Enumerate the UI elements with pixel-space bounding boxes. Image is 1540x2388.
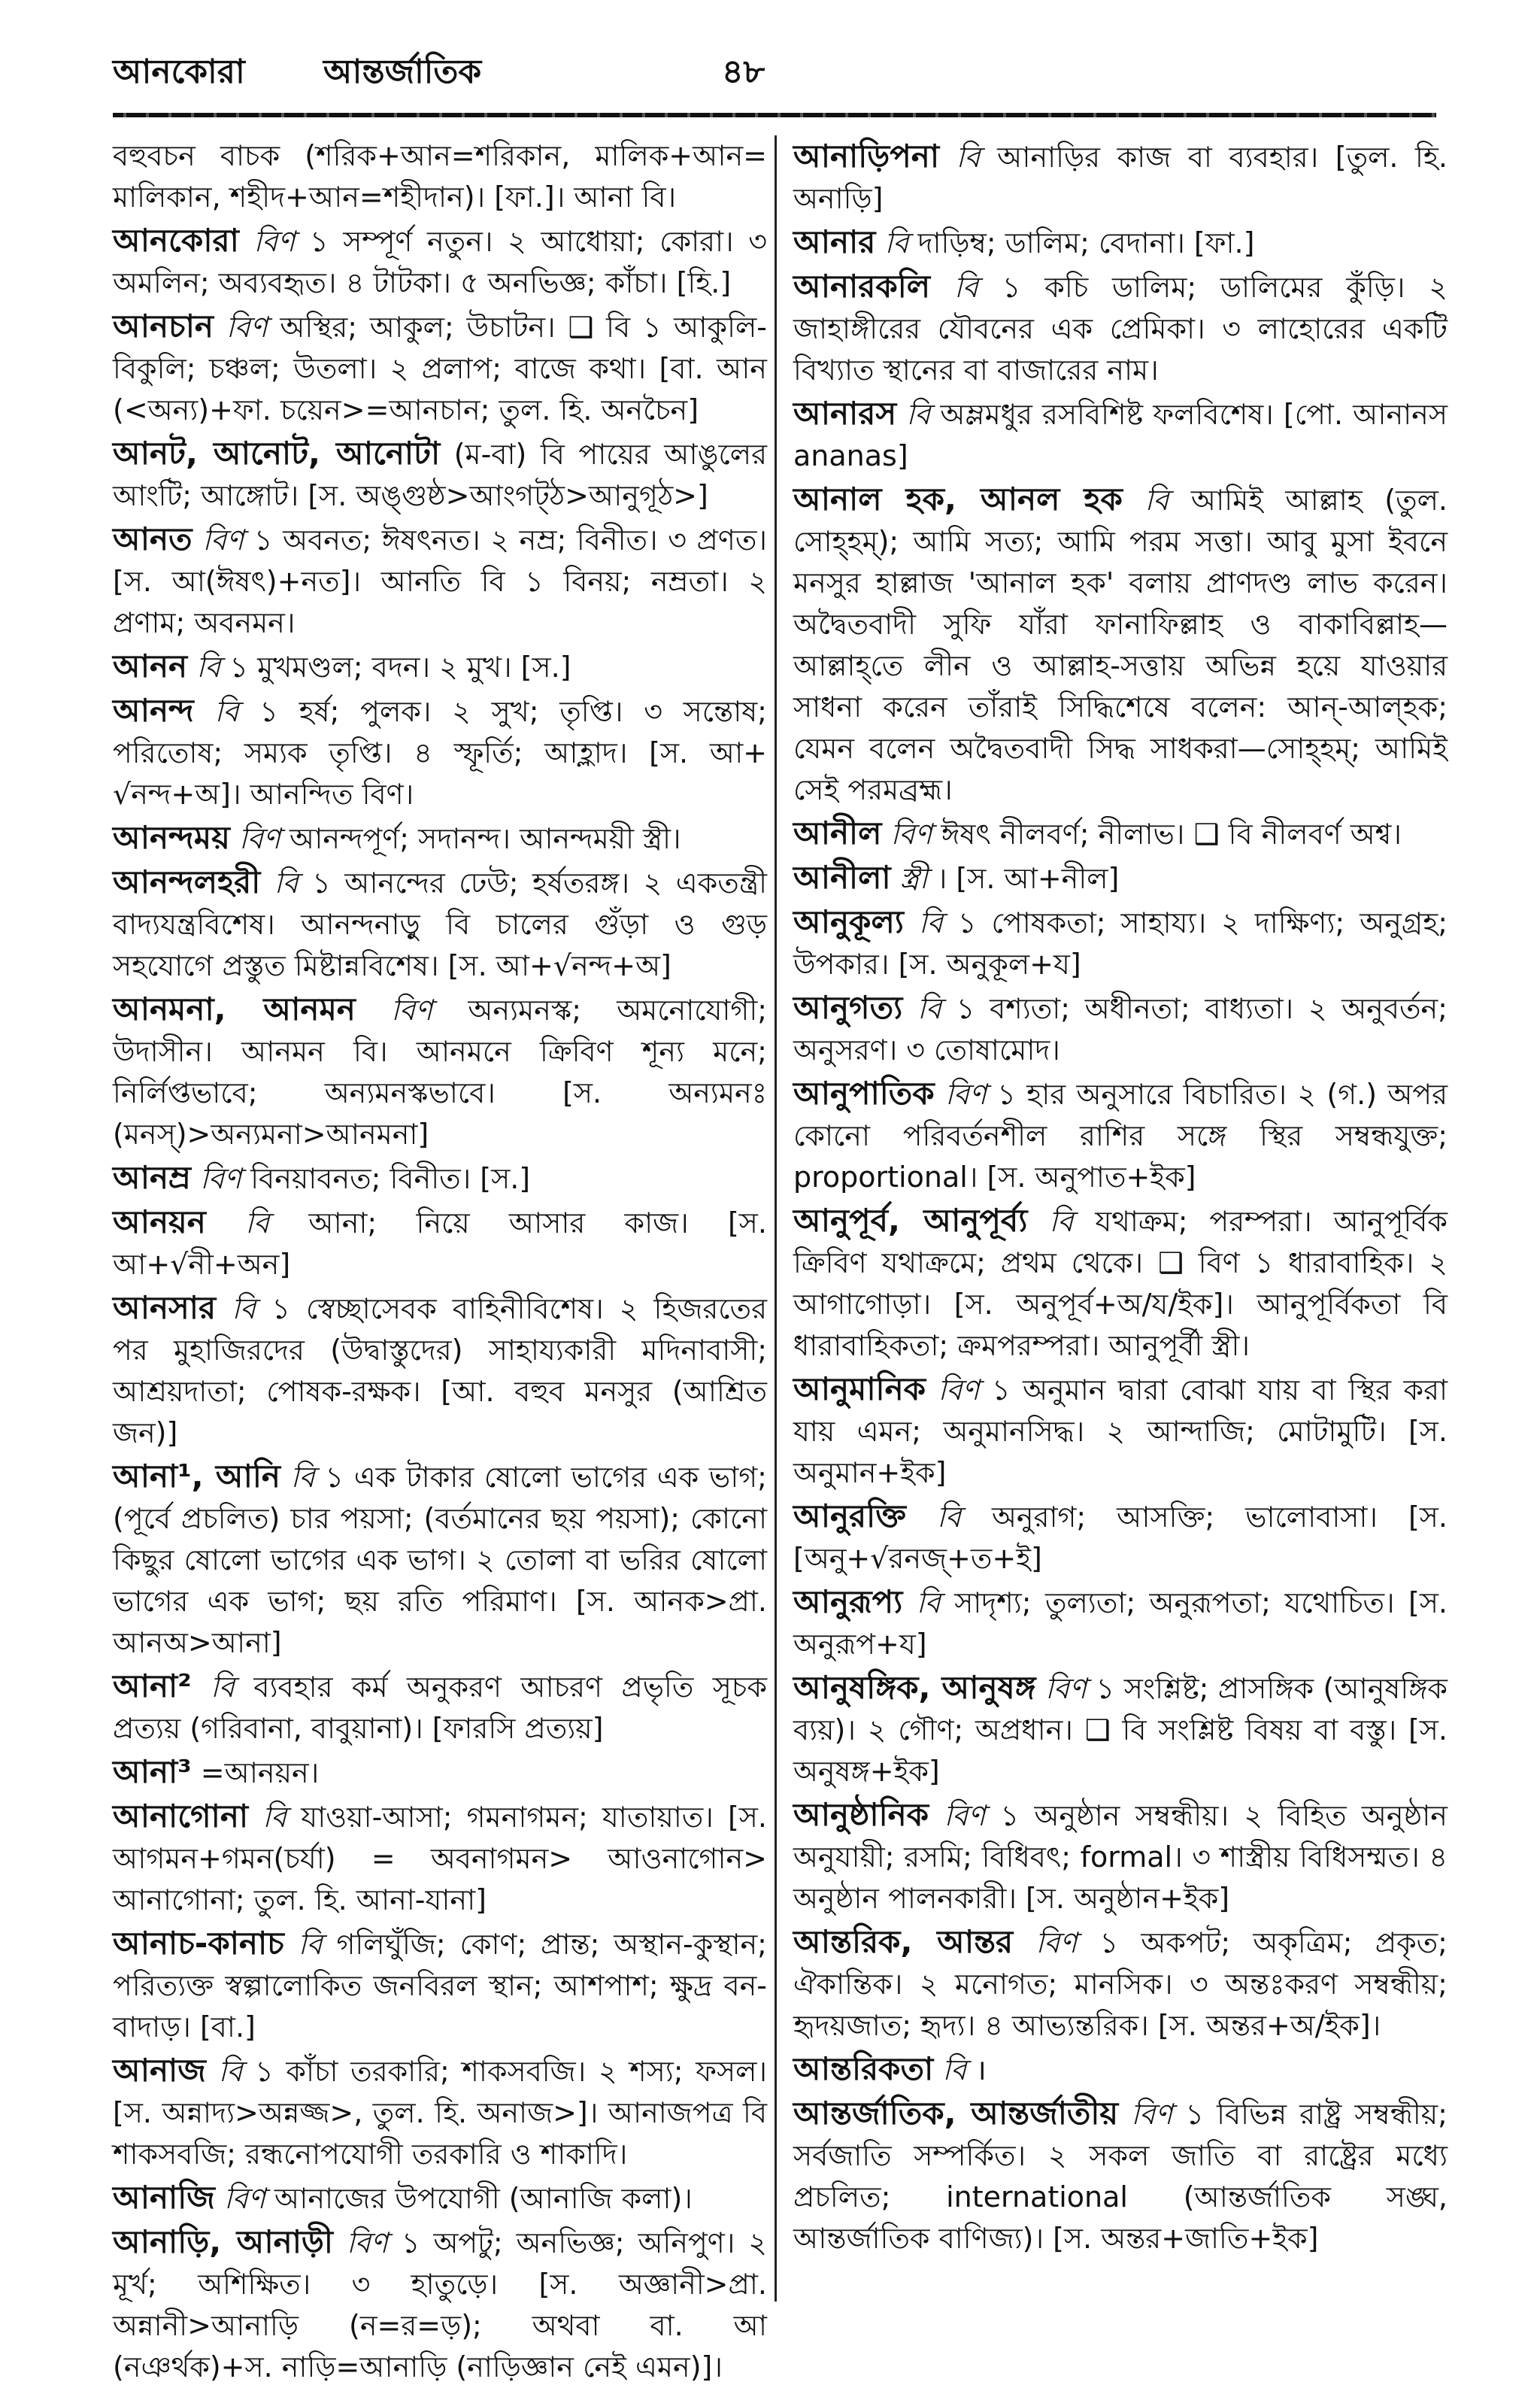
dictionary-entry xyxy=(793,857,1448,900)
headword: আনন্দ xyxy=(113,692,194,729)
headword: আনা³ xyxy=(113,1753,192,1790)
dictionary-entry xyxy=(793,266,1448,391)
dictionary-entry xyxy=(113,2221,767,2388)
definition: ১ অকপট; অকৃত্রিম; প্রকৃত; ঐকান্তিক। ২ মনোগত; মানসিক। ৩ অন্তঃকরণ সম্বন্ধীয়; হৃদয়জাত; হৃদ্য। ৪ আভ্যন্তরিক। [স. অন্তর+অ/ইক]। xyxy=(793,1926,1448,2042)
page-number: ৪৮ xyxy=(722,53,765,91)
headword: আনাজ xyxy=(113,2052,206,2089)
part-of-speech: বিণ xyxy=(238,822,280,855)
dictionary-entry xyxy=(793,2092,1448,2259)
definition: দাড়িম্ব; ডালিম; বেদানা। [ফা.] xyxy=(917,226,1255,259)
definition: আনন্দপূর্ণ; সদানন্দ। আনন্দময়ী স্ত্রী। xyxy=(290,822,681,855)
definition: অস্থির; আকুল; উচাটন। ❑ বি ১ আকুলি-বিকুলি; চঞ্চল; উতলা। ২ প্রলাপ; বাজে কথা। [বা. আন (<অন্য)+ফা. চয়েন>=আনচান; তুল. হি. অনচৈন] xyxy=(113,311,767,426)
dictionary-entry xyxy=(793,1921,1448,2047)
headword: আনকোরা xyxy=(113,222,239,259)
headword: আনারস xyxy=(793,395,897,432)
part-of-speech: বিণ xyxy=(1045,1672,1087,1705)
definition: ১ অবনত; ঈষৎনত। ২ নম্র; বিনীত। ৩ প্রণত। [স. আ(ঈষৎ)+নত]। আনতি বি ১ বিনয়; নম্রতা। ২ প্রণাম; অবনমন। xyxy=(113,523,767,639)
part-of-speech: বি xyxy=(884,226,909,259)
dictionary-entry xyxy=(793,812,1448,855)
part-of-speech: বি xyxy=(290,1461,315,1494)
part-of-speech: বিণ xyxy=(391,994,433,1027)
dictionary-entry xyxy=(113,220,767,304)
part-of-speech: বিণ xyxy=(223,2182,265,2215)
headword: আনম্র xyxy=(113,1159,191,1196)
dictionary-entry xyxy=(793,135,1448,220)
headword: আনীলা xyxy=(793,859,891,896)
definition: ১ কচি ডালিম; ডালিমের কুঁড়ি। ২ জাহাঙ্গীরের যৌবনের এক প্রেমিকা। ৩ লাহোরের একটি বিখ্যাত স্থানের বা বাজারের নাম। xyxy=(793,271,1448,387)
dictionary-entry xyxy=(793,1073,1448,1198)
part-of-speech: বি xyxy=(953,271,978,304)
dictionary-entry xyxy=(113,2050,767,2175)
part-of-speech: বি xyxy=(942,2053,967,2086)
part-of-speech: বি xyxy=(196,651,221,684)
definition: ১ সম্পূর্ণ নতুন। ২ আধোয়া; কোরা। ৩ অমলিন; অব্যবহৃত। ৪ টাটকা। ৫ অনভিজ্ঞ; কাঁচা। [হি.] xyxy=(113,225,767,299)
headword: আনুকূল্য xyxy=(793,903,904,940)
header-rule xyxy=(113,113,1436,117)
guide-word-left: আনকোরা xyxy=(113,53,245,91)
headword: আন্তরিকতা xyxy=(793,2050,934,2087)
headword: আনমনা, আনমন xyxy=(113,991,356,1027)
part-of-speech: স্ত্রী xyxy=(899,862,928,895)
headword: আনারকলি xyxy=(793,268,931,305)
headword: আনুষ্ঠানিক xyxy=(793,1796,929,1833)
dictionary-entry xyxy=(793,1581,1448,1665)
dictionary-entry xyxy=(793,1794,1448,1919)
definition: ১ বশ্যতা; অধীনতা; বাধ্যতা। ২ অনুবর্তন; অনুসরণ। ৩ তোষামোদ। xyxy=(793,992,1448,1067)
definition: যাওয়া-আসা; গমনাগমন; যাতায়াত। [স. আগমন+গমন(চর্যা) = অবনাগমন> আওনাগোন> আনাগোনা; তুল. হি. আনা-যানা] xyxy=(113,1801,767,1916)
headword: আনচান xyxy=(113,308,214,344)
headword: আনা¹, আনি xyxy=(113,1458,280,1494)
definition: ১ কাঁচা তরকারি; শাকসবজি। ২ শস্য; ফসল। [স. অন্নাদ্য>অন্নজ্জ>, তুল. হি. অনাজ>]। আনাজপত্র বি শাকসবজি; রন্ধনোপযোগী তরকারি ও শাকাদি। xyxy=(113,2055,767,2171)
headword: আনাড়িপনা xyxy=(793,138,939,174)
definition: আনাড়ির কাজ বা ব্যবহার। [তুল. হি. অনাড়ি] xyxy=(793,141,1448,215)
definition: ১ অনুষ্ঠান সম্বন্ধীয়। ২ বিহিত অনুষ্ঠান অনুযায়ী; রসমি; বিধিবৎ; formal। ৩ শাস্ত্রীয় বিধিসম্মত। ৪ অনুষ্ঠান পালনকারী। [স. অনুষ্ঠান+ইক] xyxy=(793,1799,1448,1915)
part-of-speech: বিণ xyxy=(890,818,932,851)
definition: ঈষৎ নীলবর্ণ; নীলাভ। ❑ বি নীলবর্ণ অশ্ব। xyxy=(941,818,1402,851)
part-of-speech: বি xyxy=(262,1801,287,1834)
headword: আনাজি xyxy=(113,2179,215,2216)
dictionary-entry xyxy=(113,817,767,860)
headword: আনুগত্য xyxy=(793,989,903,1026)
part-of-speech: বি xyxy=(298,1928,323,1961)
definition: অম্লমধুর রসবিশিষ্ট ফলবিশেষ। [পো. আনানস ananas] xyxy=(793,398,1448,472)
headword: আনন xyxy=(113,648,188,684)
dictionary-entry xyxy=(793,1667,1448,1792)
dictionary-entry xyxy=(113,1455,767,1664)
headword: আনুপূর্ব, আনুপূর্ব্য xyxy=(793,1202,1028,1239)
dictionary-entry xyxy=(113,1201,767,1285)
headword: আনা² xyxy=(113,1667,192,1704)
definition: =আনয়ন। xyxy=(200,1756,320,1789)
headword: আনট, আনোট, আনোটা xyxy=(113,435,441,472)
definition: ব্যবহার কর্ম অনুকরণ আচরণ প্রভৃতি সূচক প্রত্যয় (গরিবানা, বাবুয়ানা)। [ফারসি প্রত্যয়] xyxy=(113,1670,767,1745)
dictionary-entry xyxy=(113,2177,767,2220)
definition: সাদৃশ্য; তুল্যতা; অনুরূপতা; যথোচিত। [স. অনুরূপ+য] xyxy=(793,1586,1448,1661)
headword: আনার xyxy=(793,223,876,260)
definition: ১ স্বেচ্ছাসেবক বাহিনীবিশেষ। ২ হিজরতের পর মুহাজিরদের (উদ্বাস্তুদের) সাহায্যকারী মদিনাবাসী; আশ্রয়দাতা; পোষক-রক্ষক। [আ. বহুব মনসুর (আশ্রিত জন)] xyxy=(113,1292,767,1449)
dictionary-entry xyxy=(793,221,1448,264)
headword: আনুপাতিক xyxy=(793,1075,935,1112)
part-of-speech: বিণ xyxy=(1035,1926,1078,1959)
definition: ১ অনুমান দ্বারা বোঝা যায় বা স্থির করা যায় এমন; অনুমানসিদ্ধ। ২ আন্দাজি; মোটামুটি। [স. অনুমান+ইক] xyxy=(793,1373,1448,1489)
headword: আনত xyxy=(113,520,192,557)
dictionary-entry xyxy=(113,135,767,218)
guide-word-right: আন্তর্জাতিক xyxy=(323,53,482,91)
part-of-speech: বিণ xyxy=(944,1078,987,1111)
part-of-speech: বি xyxy=(218,2055,243,2088)
definition: আনাজের উপযোগী (আনাজি কলা)। xyxy=(274,2182,693,2215)
headword: আনুরূপ্য xyxy=(793,1583,903,1620)
part-of-speech: বিণ xyxy=(202,523,244,557)
definition: ১ পোষকতা; সাহায্য। ২ দাক্ষিণ্য; অনুগ্রহ; উপকার। [স. অনুকূল+য] xyxy=(793,906,1448,981)
dictionary-entry xyxy=(793,1200,1448,1367)
definition: অন্যমনস্ক; অমনোযোগী; উদাসীন। আনমন বি। আনমনে ক্রিবিণ শূন্য মনে; নির্লিপ্তভাবে; অন্যমনস্কভাবে। [স. অন্যমনঃ (মনস্)>অন্যমনা>আনমনা] xyxy=(113,994,767,1151)
headword: আনুষঙ্গিক, আনুষঙ্গ xyxy=(793,1669,1036,1706)
dictionary-entry xyxy=(793,478,1448,811)
dictionary-entry xyxy=(113,1922,767,2048)
headword: আনাগোনা xyxy=(113,1798,249,1834)
part-of-speech: বি xyxy=(1049,1205,1074,1238)
part-of-speech: বি xyxy=(917,992,942,1025)
definition: বহুবচন বাচক (শরিক+আন=শরিকান, মালিক+আন= মালিকান, শহীদ+আন=শহীদান)। [ফা.]। আনা বি। xyxy=(113,139,767,214)
headword: আনুমানিক xyxy=(793,1370,926,1407)
part-of-speech: বি xyxy=(232,1292,256,1325)
headword: আন্তর্জাতিক, আন্তর্জাতীয় xyxy=(793,2095,1119,2132)
definition: । [স. আ+নীল] xyxy=(936,862,1120,895)
definition: বিনয়াবনত; বিনীত। [স.] xyxy=(250,1162,531,1195)
headword: আনসার xyxy=(113,1289,217,1326)
dictionary-entry xyxy=(793,1495,1448,1579)
definition: ১ সংশ্লিষ্ট; প্রাসঙ্গিক (আনুষঙ্গিক ব্যয়)। ২ গৌণ; অপ্রধান। ❑ বি সংশ্লিষ্ট বিষয় বা বস্তু। [স. অনুষঙ্গ+ইক] xyxy=(793,1672,1448,1788)
headword: আনয়ন xyxy=(113,1203,206,1240)
dictionary-entry xyxy=(113,1665,767,1749)
part-of-speech: বি xyxy=(916,1586,941,1619)
definition: ১ হার অনুসারে বিচারিত। ২ (গ.) অপর কোনো পরিবর্তনশীল রাশির সঙ্গে স্থির সম্বন্ধযুক্ত; proportional। [স. অনুপাত+ইক] xyxy=(793,1078,1448,1194)
headword: আনীল xyxy=(793,815,882,851)
headword: আনাল হক, আনল হক xyxy=(793,481,1123,517)
dictionary-entry xyxy=(793,901,1448,985)
part-of-speech: বি xyxy=(936,1500,961,1534)
definition: আমিই আল্লাহ (তুল. সোহ্‌হম্); আমি সত্য; আমি পরম সত্তা। আবু মুসা ইবনে মনসুর হাল্লাজ 'আনাল হক' বলায় প্রাণদণ্ড লাভ করেন। অদ্বৈতবাদী সুফি যাঁরা ফানাফিল্লাহ ও বাকাবিল্লাহ—আল্লাহ্‌তে লীন ও আল্লাহ-সত্তায় অভিন্ন হয়ে যাওয়ার সাধনা করেন তাঁরাই সিদ্ধিশেষে বলেন: আন্-আল্‌হক; যেমন বলেন অদ্বৈতবাদী সিদ্ধ সাধকরা—সোহ্‌হম্; আমিই সেই পরমব্রহ্ম। xyxy=(793,484,1448,806)
part-of-speech: বিণ xyxy=(938,1373,980,1406)
part-of-speech: বি xyxy=(210,1670,235,1704)
definition: ১ বিভিন্ন রাষ্ট্র সম্বন্ধীয়; সর্বজাতি সম্পর্কিত। ২ সকল জাতি বা রাষ্ট্রের মধ্যে প্রচলিত; international (আন্তর্জাতিক সঙ্ঘ, আন্তর্জাতিক বাণিজ্য)। [স. অন্তর+জাতি+ইক] xyxy=(793,2098,1448,2255)
part-of-speech: বিণ xyxy=(253,225,296,258)
headword: আন্তরিক, আন্তর xyxy=(793,1923,1014,1960)
part-of-speech: বিণ xyxy=(346,2226,388,2259)
left-column xyxy=(113,135,767,2383)
definition: ১ আনন্দের ঢেউ; হর্ষতরঙ্গ। ২ একতন্ত্রী বাদ্যযন্ত্রবিশেষ। আনন্দনাড়ু বি চালের গুঁড়া ও গুড় সহযোগে প্রস্তুত মিষ্টান্নবিশেষ। [স. আ+√নন্দ+অ] xyxy=(113,866,767,982)
part-of-speech: বিণ xyxy=(944,1799,986,1832)
dictionary-entry xyxy=(113,1795,767,1921)
part-of-speech: বিণ xyxy=(1131,2098,1173,2131)
dictionary-entry xyxy=(113,1157,767,1200)
headword: আনুরক্তি xyxy=(793,1497,906,1534)
headword: আনাচ-কানাচ xyxy=(113,1925,284,1962)
dictionary-entry xyxy=(113,432,767,517)
dictionary-entry xyxy=(793,393,1448,477)
part-of-speech: বিণ xyxy=(200,1162,242,1195)
headword: আনন্দময় xyxy=(113,819,230,856)
definition: যথাক্রম; পরম্পরা। আনুপূর্বিক ক্রিবিণ যথাক্রমে; প্রথম থেকে। ❑ বিণ ১ ধারাবাহিক। ২ আগাগোড়া। [স. অনুপূর্ব+অ/য/ইক]। আনুপূর্বিকতা বি ধারাবাহিকতা; ক্রমপরম্পরা। আনুপূর্বী স্ত্রী। xyxy=(793,1205,1448,1362)
part-of-speech: বি xyxy=(214,695,239,728)
page-header xyxy=(0,47,1540,114)
definition: গলিঘুঁজি; কোণ; প্রান্ত; অস্থান-কুস্থান; পরিত্যক্ত স্বল্পালোকিত জনবিরল স্থান; আশপাশ; ক্ষুদ্র বন-বাদাড়। [বা.] xyxy=(113,1928,767,2044)
part-of-speech: বি xyxy=(918,906,943,939)
dictionary-entry xyxy=(113,1751,767,1794)
part-of-speech: বি xyxy=(1144,484,1169,517)
definition: (ম-বা) বি পায়ের আঙুলের আংটি; আঙ্গোট। [স. অঙ্গুষ্ঠ>আংগট্ঠ>আনুগূঠ>] xyxy=(113,438,767,512)
dictionary-entry xyxy=(113,518,767,644)
part-of-speech: বি xyxy=(274,866,299,900)
dictionary-entry xyxy=(793,1368,1448,1494)
definition: । xyxy=(975,2053,987,2086)
part-of-speech: বি xyxy=(956,141,981,174)
right-column xyxy=(793,135,1448,2302)
part-of-speech: বি xyxy=(906,398,931,431)
headword: আনাড়ি, আনাড়ী xyxy=(113,2223,333,2260)
part-of-speech: বি xyxy=(245,1206,270,1240)
part-of-speech: বিণ xyxy=(226,311,268,344)
column-divider xyxy=(775,135,777,2302)
definition: ১ মুখমণ্ডল; বদন। ২ মুখ। [স.] xyxy=(229,651,571,684)
definition: ১ হর্ষ; পুলক। ২ সুখ; তৃপ্তি। ৩ সন্তোষ; পরিতোষ; সম্যক তৃপ্তি। ৪ স্ফূর্তি; আহ্লাদ। [স. আ+ √নন্দ+অ]। আনন্দিত বিণ। xyxy=(113,695,767,811)
dictionary-entry xyxy=(113,861,767,987)
dictionary-entry xyxy=(113,645,767,688)
dictionary-entry xyxy=(793,2048,1448,2091)
dictionary-entry xyxy=(113,988,767,1155)
definition: অনুরাগ; আসক্তি; ভালোবাসা। [স. [অনু+√রনজ্+ত+ই] xyxy=(793,1500,1448,1575)
dictionary-entry xyxy=(113,305,767,431)
headword: আনন্দলহরী xyxy=(113,863,261,900)
dictionary-entry xyxy=(113,1287,767,1454)
definition: ১ অপটু; অনভিজ্ঞ; অনিপুণ। ২ মূর্খ; অশিক্ষিত। ৩ হাতুড়ে। [স. অজ্ঞানী>প্রা. অন্নানী>আনাড়ি (ন=র=ড়); অথবা বা. আ (নঞর্থক)+স. নাড়ি=আনাড়ি (নাড়িজ্ঞান নেই এমন)]। xyxy=(113,2226,767,2383)
dictionary-entry xyxy=(113,690,767,815)
dictionary-entry xyxy=(793,987,1448,1071)
definition: ১ এক টাকার ষোলো ভাগের এক ভাগ; (পূর্বে প্রচলিত) চার পয়সা; (বর্তমানের ছয় পয়সা); কোনো কিছুর ষোলো ভাগের এক ভাগ। ২ তোলা বা ভরির ষোলো ভাগের এক ভাগ; ছয় রতি পরিমাণ। [স. আনক>প্রা. আনঅ>আনা] xyxy=(113,1461,767,1659)
definition: আনা; নিয়ে আসার কাজ। [স. আ+√নী+অন] xyxy=(113,1206,767,1281)
